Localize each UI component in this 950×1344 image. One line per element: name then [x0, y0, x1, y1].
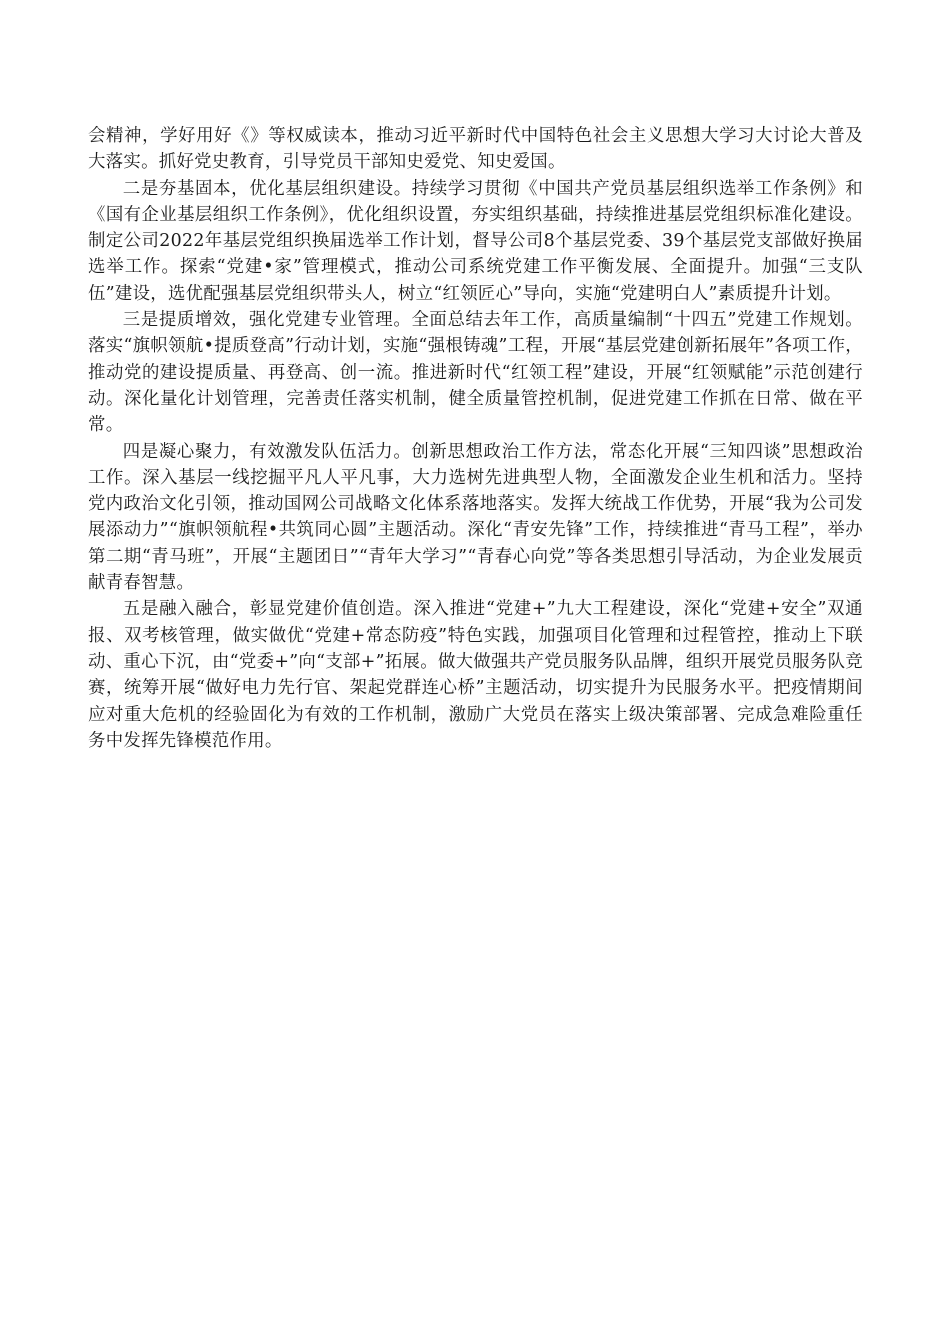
paragraph-grassroots-organization: 二是夯基固本，优化基层组织建设。持续学习贯彻《中国共产党员基层组织选举工作条例》和《国有企业基层组织工作条例》，优化组织设置，夯实组织基础，持续推进基层党组织标准化建设。制定公司2022年基层党组织换届选举工作计划，督导公司8个基层党委、39个基层党支部做好换届选举工作。探索“党建•家”管理模式，推动公司系统党建工作平衡发展、全面提升。加强“三支队伍”建设，选优配强基层党组织带头人，树立“红领匠心”导向，实施“党建明白人”素质提升计划。 — [88, 178, 863, 304]
document-body — [88, 123, 863, 754]
paragraph-continuation: 会精神，学好用好《》等权威读本，推动习近平新时代中国特色社会主义思想大学习大讨论大普及大落实。抓好党史教育，引导党员干部知史爱党、知史爱国。 — [88, 126, 863, 173]
paragraph-integration-value: 五是融入融合，彰显党建价值创造。深入推进“党建+”九大工程建设，深化“党建+安全”双通报、双考核管理，做实做优“党建+常态防疫”特色实践，加强项目化管理和过程管控，推动上下联动、重心下沉，由“党委+”向“支部+”拓展。做大做强共产党员服务队品牌，组织开展党员服务队竞赛，统筹开展“做好电力先行官、架起党群连心桥”主题活动，切实提升为民服务水平。把疫情期间应对重大危机的经验固化为有效的工作机制，激励广大党员在落实上级决策部署、完成急难险重任务中发挥先锋模范作用。 — [88, 599, 863, 751]
paragraph-party-building-management: 三是提质增效，强化党建专业管理。全面总结去年工作，高质量编制“十四五”党建工作规划。落实“旗帜领航•提质登高”行动计划，实施“强根铸魂”工程，开展“基层党建创新拓展年”各项工作，推动党的建设提质量、再登高、创一流。推进新时代“红领工程”建设，开展“红领赋能”示范创建行动。深化量化计划管理，完善责任落实机制，健全质量管控机制，促进党建工作抓在日常、做在平常。 — [88, 310, 863, 436]
paragraph-team-vitality: 四是凝心聚力，有效激发队伍活力。创新思想政治工作方法，常态化开展“三知四谈”思想政治工作。深入基层一线挖掘平凡人平凡事，大力选树先进典型人物，全面激发企业生机和活力。坚持党内政治文化引领，推动国网公司战略文化体系落地落实。发挥大统战工作优势，开展“我为公司发展添动力”“旗帜领航程•共筑同心圆”主题活动。深化“青安先锋”工作，持续推进“青马工程”，举办第二期“青马班”，开展“主题团日”“青年大学习”“青春心向党”等各类思想引导活动，为企业发展贡献青春智慧。 — [88, 441, 863, 594]
